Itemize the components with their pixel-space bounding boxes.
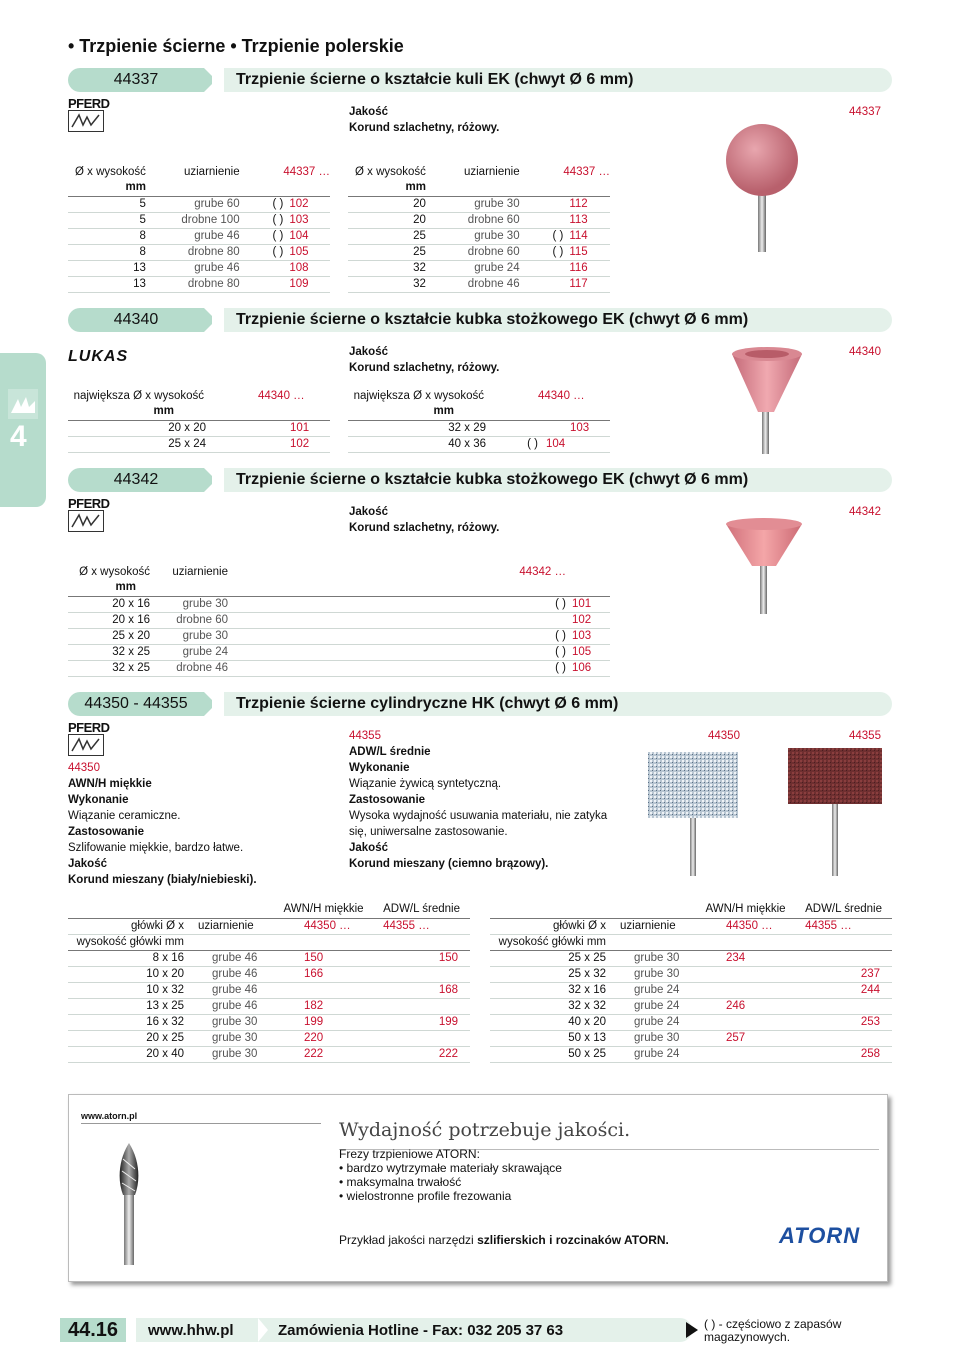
table-row: 50 x 25 grube 24 258 xyxy=(490,1046,892,1062)
table-44340-right: największa Ø x wysokość 44340 … mm 32 x 29 103 40 x 36 ( ) 104 xyxy=(348,388,610,453)
table-44355-right: AWN/H miękkie ADW/L średnie główki Ø x uziarnienie 44350 … 44355 … wysokość główki mm 25 x 25 grube 30 234 25 x 32 grube 30 237 32 x 16 grube 24 244 32 x 32 grube 24 246 40 x 20 grube 24 253 50 x 13 grube 30 257 50 x 25 grube 24 258 xyxy=(490,902,892,1063)
table-row: 32 grube 24 116 xyxy=(348,260,610,276)
pferd-logo: PFERD xyxy=(68,496,110,511)
table-row: 20 x 16 grube 30 ( ) 101 xyxy=(68,596,610,612)
section-title: Trzpienie ścierne cylindryczne HK (chwyt Ø 6 mm) xyxy=(224,692,892,716)
table-row: 25 x 20 grube 30 ( ) 103 xyxy=(68,628,610,644)
table-row: 40 x 20 grube 24 253 xyxy=(490,1014,892,1030)
lukas-logo: LUKAS xyxy=(68,348,129,365)
footer-note: ( ) - częściowo z zapasów magazynowych. xyxy=(704,1317,842,1344)
table-row: 25 grube 30 ( ) 114 xyxy=(348,228,610,244)
product-code-a: 44350 xyxy=(708,730,740,742)
table-44350-left: AWN/H miękkie ADW/L średnie główki Ø x uziarnienie 44350 … 44355 … wysokość główki mm 8 x 16 grube 46 150 150 10 x 20 grube 46 166 10 x 32 grube 46 168 13 x 25 grube 46 182 16 x 32 grube 30 199 199 20 x 25 grube 30 220 20 x 40 grube 30 222 222 xyxy=(68,902,470,1063)
table-row: 32 x 29 103 xyxy=(348,420,610,436)
cone-grinding-point-image xyxy=(728,344,808,456)
footer-url[interactable]: www.hhw.pl xyxy=(148,1322,234,1339)
pferd-symbol-icon xyxy=(68,110,104,132)
table-row: 10 x 20 grube 46 166 xyxy=(68,966,470,982)
table-row: 25 x 24 102 xyxy=(68,436,330,452)
section-code: 44350 - 44355 xyxy=(68,692,204,716)
table-row: 32 x 25 drobne 46 ( ) 106 xyxy=(68,660,610,676)
cone-grinding-point-image xyxy=(720,516,810,616)
table-row: 32 x 32 grube 24 246 xyxy=(490,998,892,1014)
table-44342: Ø x wysokość uziarnienie 44342 … mm 20 x 16 grube 30 ( ) 101 20 x 16 drobne 60 102 25 x 20 grube 30 ( ) 103 32 x 25 grube 24 ( ) 105 32 x 25 drobne 46 ( ) 106 xyxy=(68,564,610,677)
table-row: 13 drobne 80 109 xyxy=(68,276,330,292)
table-44337-left: Ø x wysokość uziarnienie 44337 … mm 5 grube 60 ( ) 102 5 drobne 100 ( ) 103 8 grube 46 ( ) 104 8 drobne 80 ( ) 105 13 grube 46 108 13 drobne 80 109 xyxy=(68,164,330,293)
table-row: 20 grube 30 112 xyxy=(348,196,610,212)
ad-footer-text: Przykład jakości narzędzi szlifierskich i rozcinaków ATORN. xyxy=(339,1233,669,1247)
section-title: Trzpienie ścierne o kształcie kuli EK (chwyt Ø 6 mm) xyxy=(224,68,892,92)
table-44340-left: największa Ø x wysokość 44340 … mm 20 x 20 101 25 x 24 102 xyxy=(68,388,330,453)
section-code: 44342 xyxy=(68,468,204,492)
table-row: 40 x 36 ( ) 104 xyxy=(348,436,610,452)
page-number: 44.16 xyxy=(60,1318,126,1342)
table-row: 8 x 16 grube 46 150 150 xyxy=(68,950,470,966)
ad-features: Frezy trzpieniowe ATORN: • bardzo wytrzymałe materiały skrawające • maksymalna trwałość • wielostronne profile frezowania xyxy=(339,1147,562,1203)
table-row: 25 x 32 grube 30 237 xyxy=(490,966,892,982)
table-row: 10 x 32 grube 46 168 xyxy=(68,982,470,998)
footer-separator xyxy=(258,1318,268,1342)
table-row: 20 x 20 101 xyxy=(68,420,330,436)
table-row: 20 x 40 grube 30 222 222 xyxy=(68,1046,470,1062)
product-code-b: 44355 xyxy=(849,730,881,742)
pferd-symbol-icon xyxy=(68,510,104,532)
table-row: 8 grube 46 ( ) 104 xyxy=(68,228,330,244)
page-title: • Trzpienie ścierne • Trzpienie polerskie xyxy=(68,36,404,56)
table-row: 5 grube 60 ( ) 102 xyxy=(68,196,330,212)
section-code: 44340 xyxy=(68,308,204,332)
quality-value: Korund szlachetny, różowy. xyxy=(349,122,500,134)
pferd-logo: PFERD xyxy=(68,720,110,735)
table-row: 25 drobne 60 ( ) 115 xyxy=(348,244,610,260)
section-header-44337 xyxy=(68,68,892,92)
table-row: 20 x 25 grube 30 220 xyxy=(68,1030,470,1046)
table-row: 32 drobne 46 117 xyxy=(348,276,610,292)
section-code: 44337 xyxy=(68,68,204,92)
section-title: Trzpienie ścierne o kształcie kubka stożkowego EK (chwyt Ø 6 mm) xyxy=(224,308,892,332)
section-header-44340 xyxy=(68,308,892,332)
quality-value: Korund szlachetny, różowy. xyxy=(349,522,500,534)
section-header-44350-44355 xyxy=(68,692,892,716)
quality-label: Jakość xyxy=(349,106,389,118)
spec-44350: 44350 AWN/H miękkie Wykonanie Wiązanie ceramiczne. Zastosowanie Szlifowanie miękkie, bardzo łatwe. Jakość Korund mieszany (biały/niebieski). xyxy=(68,762,257,886)
quality-value: Korund szlachetny, różowy. xyxy=(349,362,500,374)
table-row: 8 drobne 80 ( ) 105 xyxy=(68,244,330,260)
table-row: 5 drobne 100 ( ) 103 xyxy=(68,212,330,228)
section-title: Trzpienie ścierne o kształcie kubka stożkowego EK (chwyt Ø 6 mm) xyxy=(224,468,892,492)
product-code: 44340 xyxy=(849,346,881,358)
cylinder-white-blue-image xyxy=(646,748,746,880)
atorn-logo: ATORN xyxy=(779,1223,861,1248)
carbide-burr-image xyxy=(109,1139,149,1269)
table-row: 13 x 25 grube 46 182 xyxy=(68,998,470,1014)
table-row: 20 drobne 60 113 xyxy=(348,212,610,228)
ad-divider xyxy=(81,1123,321,1124)
ad-url[interactable]: www.atorn.pl xyxy=(81,1111,138,1121)
product-code: 44337 xyxy=(849,106,881,118)
pferd-symbol-icon xyxy=(68,734,104,756)
table-row: 20 x 16 drobne 60 102 xyxy=(68,612,610,628)
quality-label: Jakość xyxy=(349,346,389,358)
pferd-logo: PFERD xyxy=(68,96,110,111)
cylinder-dark-brown-image xyxy=(788,748,888,880)
table-row: 13 grube 46 108 xyxy=(68,260,330,276)
table-44337-right: Ø x wysokość uziarnienie 44337 … mm 20 grube 30 112 20 drobne 60 113 25 grube 30 ( ) 114 25 drobne 60 ( ) 115 32 grube 24 116 32 drobne 46 117 xyxy=(348,164,610,293)
spec-44355: 44355 ADW/L średnie Wykonanie Wiązanie żywicą syntetyczną. Zastosowanie Wysoka wydajność usuwania materiału, nie zatyka się, uniwersalne zastosowanie. Jakość Korund mieszany (ciemno brązowy). xyxy=(349,730,608,870)
ball-grinding-point-image xyxy=(724,122,804,254)
play-arrow-icon xyxy=(686,1322,698,1338)
grinding-wheel-icon xyxy=(8,389,38,419)
table-row: 32 x 25 grube 24 ( ) 105 xyxy=(68,644,610,660)
footer-hotline: Zamówienia Hotline - Fax: 032 205 37 63 xyxy=(278,1322,564,1339)
ad-headline: Wydajność potrzebuje jakości. xyxy=(339,1119,631,1141)
chapter-number: 4 xyxy=(10,420,27,453)
table-row: 25 x 25 grube 30 234 xyxy=(490,950,892,966)
table-row: 16 x 32 grube 30 199 199 xyxy=(68,1014,470,1030)
section-header-44342 xyxy=(68,468,892,492)
table-row: 50 x 13 grube 30 257 xyxy=(490,1030,892,1046)
product-code: 44342 xyxy=(849,506,881,518)
atorn-advertisement[interactable] xyxy=(68,1094,888,1282)
table-row: 32 x 16 grube 24 244 xyxy=(490,982,892,998)
quality-label: Jakość xyxy=(349,506,389,518)
